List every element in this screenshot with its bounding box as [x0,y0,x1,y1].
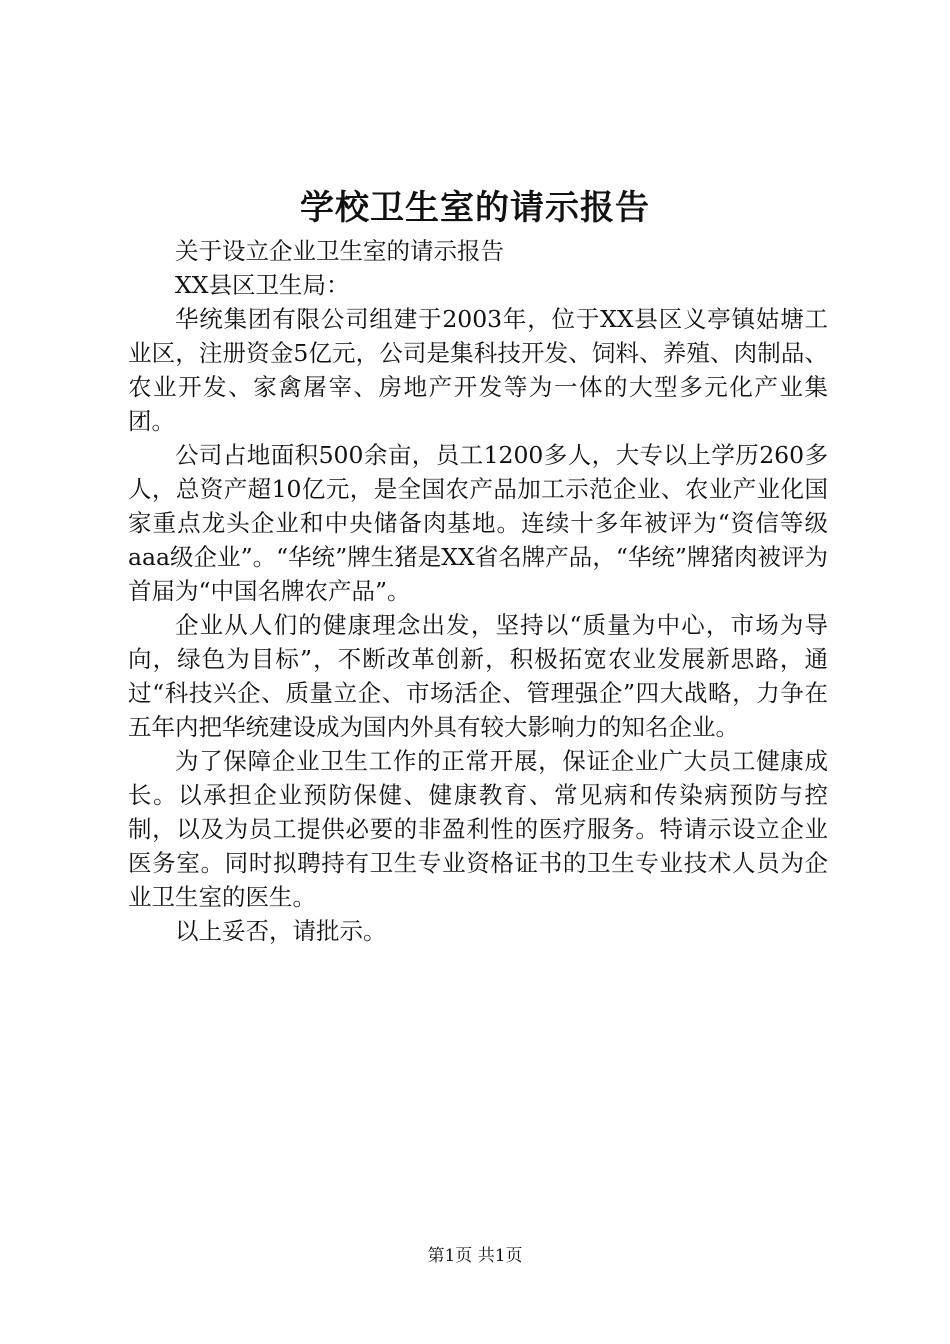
paragraph-company-scale: 公司占地面积500余亩，员工1200多人，大专以上学历260多人，总资产超10亿元，是全国农产品加工示范企业、农业产业化国家重点龙头企业和中央储备肉基地。连续十多年被评为“资信等级aaa级企业”。“华统”牌生猪是XX省名牌产品，“华统”牌猪肉被评为首届为“中国名牌农产品”。 [128,441,828,605]
subject-line: 关于设立企业卫生室的请示报告 [175,237,504,265]
closing-line: 以上妥否，请批示。 [175,917,387,945]
paragraph-request: 为了保障企业卫生工作的正常开展，保证企业广大员工健康成长。以承担企业预防保健、健康教育、常见病和传染病预防与控制，以及为员工提供必要的非盈利性的医疗服务。特请示设立企业医务室。同时拟聘持有卫生专业资格证书的卫生专业技术人员为企业卫生室的医生。 [128,747,828,911]
document-body [128,234,828,948]
page-footer: 第1页 共1页 [427,1246,523,1266]
paragraph-company-strategy: 企业从人们的健康理念出发，坚持以“质量为中心，市场为导向，绿色为目标”，不断改革创新，积极拓宽农业发展新思路，通过“科技兴企、质量立企、市场活企、管理强企”四大战略，力争在五年内把华统建设成为国内外具有较大影响力的知名企业。 [128,611,828,741]
recipient-line: XX县区卫生局： [175,271,350,299]
paragraph-company-intro: 华统集团有限公司组建于2003年，位于XX县区义亭镇姑塘工业区，注册资金5亿元，公司是集科技开发、饲料、养殖、肉制品、农业开发、家禽屠宰、房地产开发等为一体的大型多元化产业集团。 [128,305,828,435]
document-title: 学校卫生室的请示报告 [300,188,650,228]
